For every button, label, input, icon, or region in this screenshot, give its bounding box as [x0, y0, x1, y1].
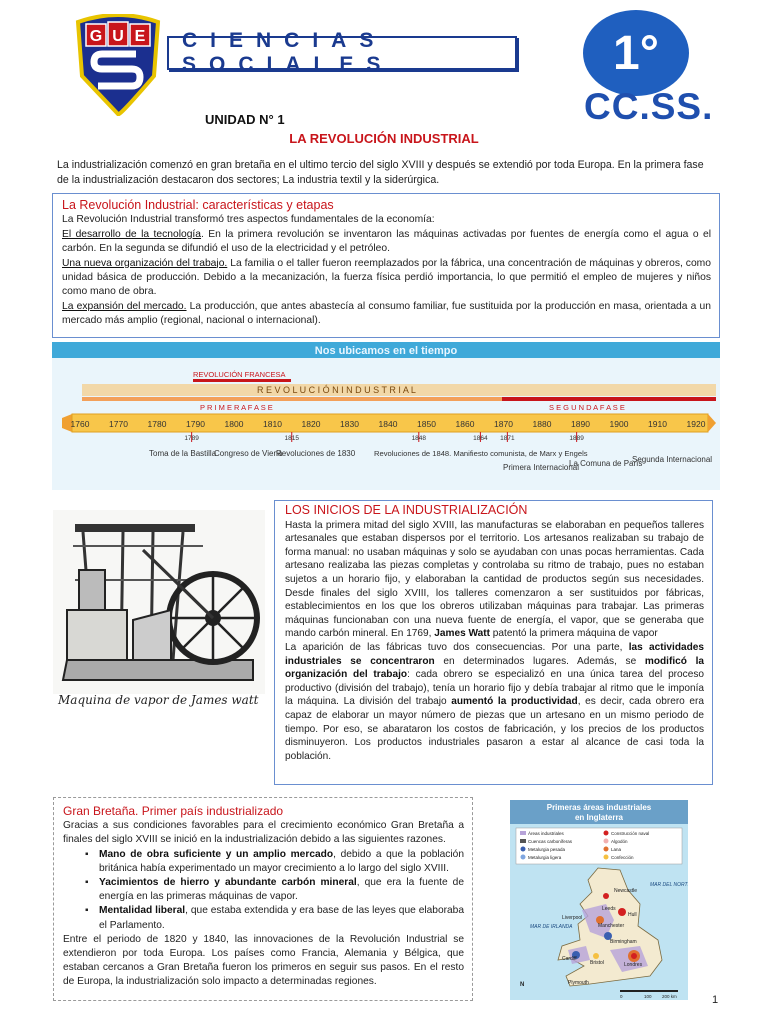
north-arrow: N: [520, 982, 525, 988]
legend-heavy-metal: Metalurgia pesada: [528, 847, 566, 852]
grade-badge: [583, 10, 689, 96]
scale-0: 0: [620, 994, 623, 999]
reason-term: Mano de obra suficiente y un amplio mercado: [99, 848, 334, 860]
year-tick-label: 1900: [609, 419, 629, 429]
legend-cotton: Algodón: [611, 839, 628, 844]
p1-text: Hasta la primera mitad del siglo XVIII, las manufacturas se elaboraban en pequeños talleres artesanales que estaban dispersos por el territorio. Los artesanos realizaban su trabajo de forma manual: no usaban máquinas y solo se ayudaban con unas pocas herramientas. Cada artesano realizaba las piezas completas y controlaba su ritmo de trabajo, pues no estaban sujetos a un horario fijo, y elaboraban la cantidad de productos según sus necesidades. Desde finales del siglo XVIII, los talleres comenzaron a ser sustituidos por fábricas, establecimientos en los que los obreros utilizaban máquinas para trabajar. Las primeras máquinas funcionaban con una nueva fuente de energía, el vapor, que se generaba que mando carbón mineral. En 1769,: [285, 519, 704, 640]
year-tick-label: 1830: [340, 419, 359, 429]
legend-coal: Cuencas carboníferas: [528, 839, 573, 844]
p2-highlight-organization: modificó la organización del trabajo: [285, 655, 705, 681]
year-tick-label: 1800: [224, 419, 244, 429]
scale-100: 100: [644, 994, 652, 999]
great-britain-box: [53, 797, 473, 1001]
event-1830: Revoluciones de 1830: [276, 449, 356, 458]
city-hull: Hull: [628, 912, 637, 918]
event-1848: Revoluciones de 1848. Manifiesto comunista, de Marx y Engels: [374, 449, 588, 458]
industrial-areas-map: [510, 800, 688, 1000]
subject-abbreviation: CC.SS.: [584, 86, 714, 127]
item-text: La familia o el taller fueron reemplazados por la fábrica, una concentración de máquinas y obreros, como unidad básica de producción. Debido a la mecanización, la fuerza física perdió importancia, lo que permitió el empleo de mujeres y niños como mano de obra.: [62, 257, 711, 298]
year-tick-label: 1770: [109, 419, 128, 429]
marker-year-label: 1789: [184, 435, 199, 442]
reason-text: , que estaba extendida y era base de las leyes que elaboraba el Parlamento.: [99, 905, 465, 931]
city-liverpool: Liverpool: [562, 915, 583, 921]
subject-title: CIENCIAS SOCIALES: [182, 29, 394, 76]
year-tick-label: 1870: [494, 419, 513, 429]
industrial-revolution-label: R E V O L U C I Ó N I N D U S T R I A L: [257, 385, 416, 395]
item-term: El desarrollo de la tecnología: [62, 228, 202, 240]
event-second-international: Segunda Internacional: [632, 455, 713, 464]
city-plymouth: Plymouth: [568, 980, 589, 986]
characteristics-heading: La Revolución Industrial: características y etapas: [62, 198, 334, 212]
event-vienna: Congreso de Viena: [214, 449, 283, 458]
second-phase-label: S E G U N D A F A S E: [549, 403, 625, 412]
french-revolution-label: REVOLUCIÓN FRANCESA: [193, 370, 286, 379]
unit-subtitle: LA REVOLUCIÓN INDUSTRIAL: [289, 131, 479, 146]
first-phase-bar: [82, 397, 502, 401]
characteristics-item: [62, 300, 711, 329]
year-tick-label: 1910: [648, 419, 667, 429]
p2-g: , es decir, cada obrero era capaz de elaborar un mayor número de piezas que un artesano en un mismo periodo de tiempo. Por eso, se abarataron los costos de fabricación, y los precios de los productos disminuyeron. Los productos industriales pasaron a estar al alcance de casi toda la población.: [285, 696, 704, 762]
marker-year-label: 1815: [284, 435, 299, 442]
james-watt: James Watt: [434, 628, 490, 640]
timeline-figure: [52, 342, 720, 490]
industrialization-beginnings-box: [274, 500, 713, 785]
city-london: Londres: [624, 962, 643, 968]
year-tick-label: 1850: [417, 419, 436, 429]
sea-irish: MAR DE IRLANDA: [530, 924, 573, 930]
year-tick-label: 1820: [301, 419, 321, 429]
year-tick-label: 1780: [147, 419, 167, 429]
great-britain-lead: Gracias a sus condiciones favorables para el crecimiento económico Gran Bretaña a finales del siglo XVIII se inició en la industrialización debido a las siguientes razones.: [63, 820, 464, 846]
reason-item: [99, 876, 464, 904]
legend-shipbuilding: Construcción naval: [611, 831, 650, 836]
intro-paragraph: La industrialización comenzó en gran bretaña en el ultimo tercio del siglo XVIII y después se extendió por toda Europa. En la primera fase de la industrialización destacaron dos sectores; La industria textil y la siderúrgica.: [57, 159, 704, 186]
legend-light-metal: Metalurgia ligera: [528, 855, 562, 860]
beginnings-paragraph-2: [285, 641, 704, 763]
subject-title-box: [167, 29, 517, 76]
p2-highlight-productivity: aumentó la productividad: [451, 696, 578, 708]
event-first-international: Primera Internacional: [503, 463, 580, 472]
marker-year-label: 1864: [473, 435, 488, 442]
item-term: La expansión del mercado.: [62, 300, 187, 312]
characteristics-item: [62, 228, 711, 257]
year-tick-label: 1810: [263, 419, 282, 429]
city-leeds: Leeds: [602, 906, 616, 912]
great-britain-heading: Gran Bretaña. Primer país industrializado: [63, 804, 284, 818]
characteristics-box: [52, 193, 720, 338]
marker-year-label: 1848: [411, 435, 427, 442]
unit-label: UNIDAD N° 1: [205, 112, 285, 127]
marker-year-label: 1871: [500, 435, 515, 442]
event-paris-commune: La Comuna de París: [569, 459, 643, 468]
steam-engine-caption: Maquina de vapor de James watt: [58, 693, 259, 707]
city-newcastle: Newcastle: [614, 888, 638, 894]
grade-label: 1°: [613, 26, 659, 80]
marker-year-label: 1889: [569, 435, 584, 442]
logo-letter-u: U: [112, 28, 124, 45]
item-term: Una nueva organización del trabajo.: [62, 257, 228, 269]
city-manchester: Manchester: [598, 923, 625, 929]
steam-engine-illustration: [53, 510, 265, 716]
p2-a: La aparición de las fábricas tuvo dos consecuencias. Por una parte,: [285, 641, 629, 653]
p1-end: patentó la primera máquina de vapor: [490, 628, 658, 640]
map-title-1: Primeras áreas industriales: [546, 803, 652, 812]
city-cardiff: Cardiff: [562, 956, 577, 962]
p2-e: : cada obrero se especializó en una única tarea del proceso productivo (división del trabajo), tenía un horario fijo y debía trabajar al ritmo que le imponía la máquina. La división del trabajo: [285, 669, 704, 708]
legend-wool: Lana: [611, 847, 622, 852]
item-text: La producción, que antes abastecía al consumo familiar, fue sustituida por la producción en masa, orientada a un mercado más amplio (regional, nacional o internacional).: [62, 300, 711, 327]
first-phase-label: P R I M E R A F A S E: [200, 403, 273, 412]
p2-c: en determinados lugares. Además, se: [434, 655, 645, 667]
reasons-list: [63, 848, 464, 933]
city-birmingham: Birmingham: [610, 939, 637, 945]
beginnings-paragraph-1: [285, 519, 704, 641]
year-tick-label: 1760: [70, 419, 90, 429]
reason-item: [99, 904, 464, 932]
sea-north: MAR DEL NORTE: [650, 882, 688, 888]
beginnings-heading: LOS INICIOS DE LA INDUSTRIALIZACIÓN: [285, 503, 528, 517]
characteristics-lead: La Revolución Industrial transformó tres aspectos fundamentales de la economía:: [62, 214, 435, 226]
reason-text: , debido a que la población británica había experimentado un mayor crecimiento a lo largo del siglo XVIII.: [99, 848, 464, 874]
map-title-2: en Inglaterra: [574, 813, 624, 822]
reason-text: , que era la fuente de energía en las primeras máquinas de vapor.: [99, 877, 464, 903]
logo-letter-g: G: [89, 28, 103, 45]
city-bristol: Bristol: [590, 960, 604, 966]
reason-item: [99, 848, 464, 876]
reason-term: Yacimientos de hierro y abundante carbón mineral: [99, 877, 357, 889]
p2-highlight-concentration: las actividades industriales se concentraron: [285, 641, 704, 667]
timeline-title: Nos ubicamos en el tiempo: [314, 345, 458, 357]
second-phase-bar: [502, 397, 716, 401]
legend-clothing: Confección: [611, 855, 634, 860]
year-tick-label: 1790: [186, 419, 205, 429]
french-revolution-bar: [193, 379, 291, 382]
year-tick-label: 1890: [571, 419, 590, 429]
event-bastille: Toma de la Bastilla: [149, 449, 217, 458]
item-text: . En la primera revolución se inventaron las máquinas activadas por fuentes de energía como el agua o el carbón. En la segunda se difundió el uso de la electricidad y el petróleo.: [62, 228, 711, 255]
year-tick-label: 1920: [686, 419, 706, 429]
characteristics-item: [62, 257, 711, 300]
great-britain-closing: Entre el periodo de 1820 y 1840, las innovaciones de la Revolución Industrial se extendieron por toda Europa. Los países como Francia, Alemania y Bélgica, que estaban cercanos a Gran Bretaña fueron los primeros en seguir sus pasos. En el resto de Europa, la industrialización solo impacto a determinadas regiones.: [63, 933, 464, 988]
year-tick-label: 1880: [532, 419, 552, 429]
legend-industrial: Áreas industriales: [528, 831, 564, 836]
school-logo: [72, 14, 164, 116]
reason-term: Mentalidad liberal: [99, 905, 186, 917]
scale-200: 200 km: [662, 994, 677, 999]
page-number: 1: [712, 994, 719, 1006]
year-tick-label: 1840: [378, 419, 398, 429]
logo-letter-e: E: [134, 28, 146, 45]
year-tick-label: 1860: [455, 419, 475, 429]
